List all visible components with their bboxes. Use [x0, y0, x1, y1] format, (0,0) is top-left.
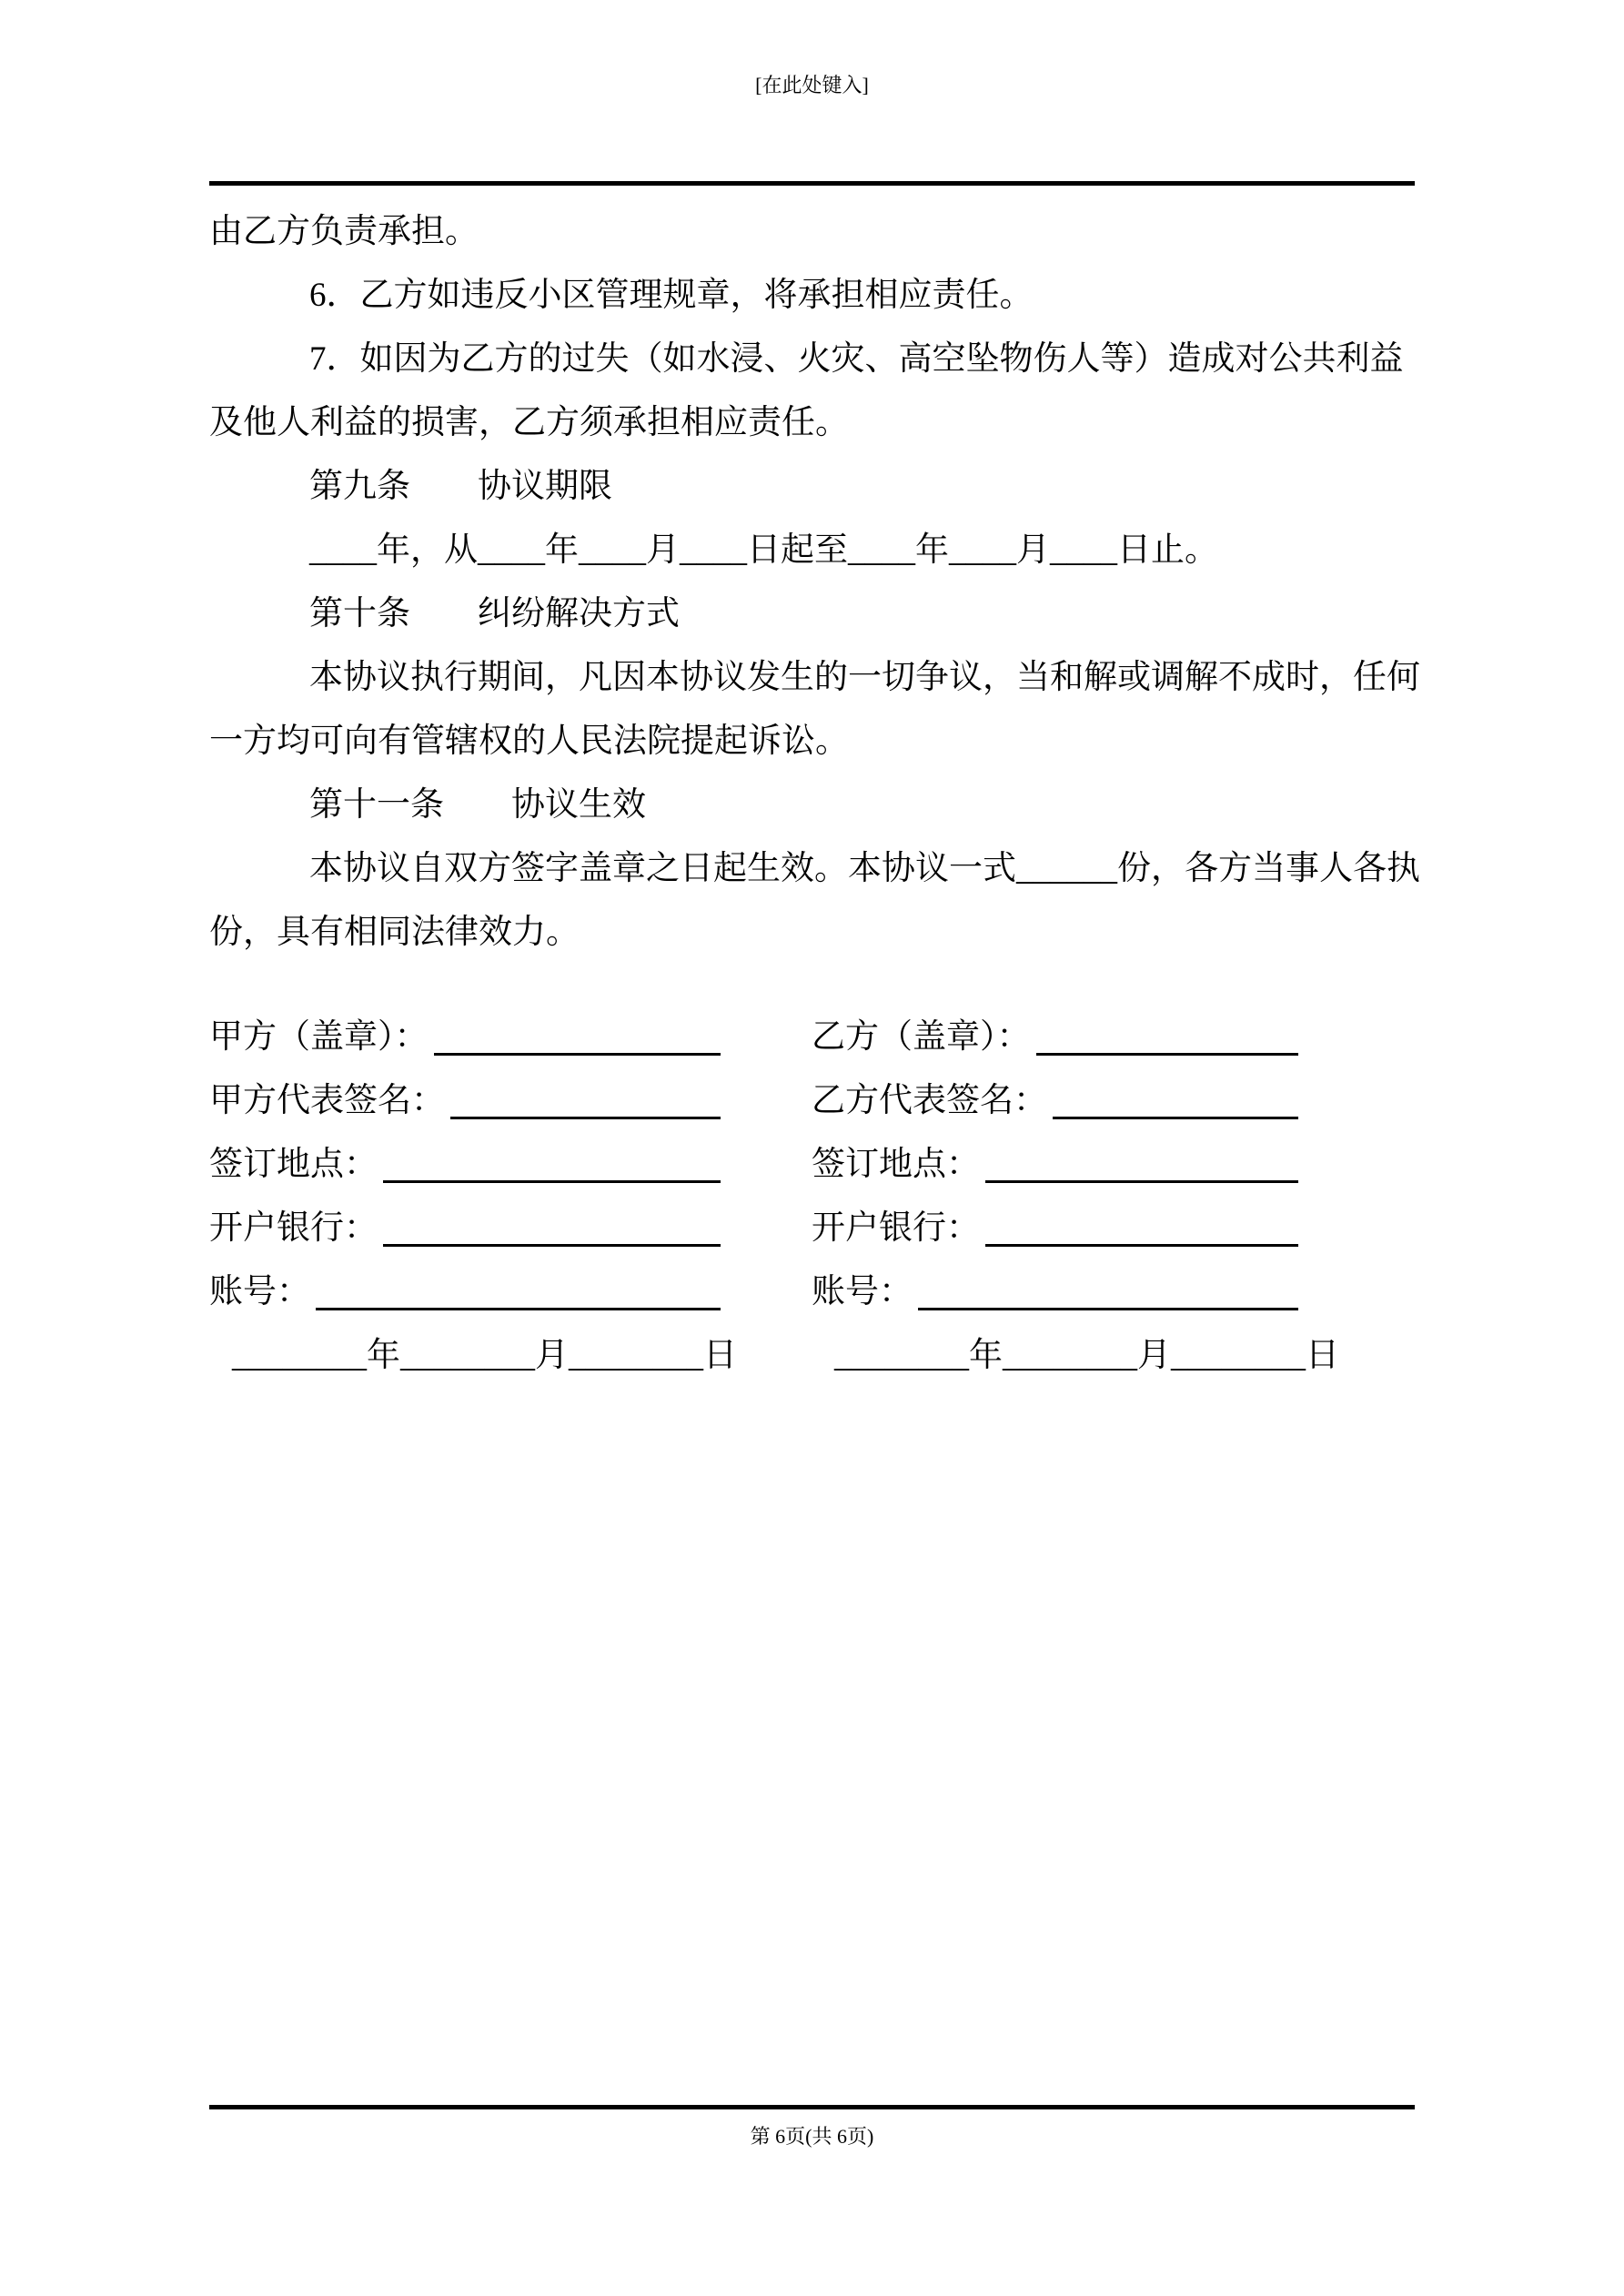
- party-a-seal-cell: [209, 1006, 721, 1069]
- party-b-signing-place-label: 签订地点：: [812, 1146, 980, 1183]
- list-item-7-line-1: 7．如因为乙方的过失（如水浸、火灾、高空坠物伤人等）造成对公共利益: [309, 340, 1404, 378]
- party-b-representative-blank[interactable]: [1047, 1069, 1298, 1133]
- clause-10-body-line-2: 一方均可向有管辖权的人民法院提起诉讼。: [209, 723, 849, 760]
- paragraph-continuation-line: 由乙方负责承担。: [209, 213, 479, 250]
- document-body: [209, 200, 1420, 965]
- party-a-bank-blank[interactable]: [378, 1197, 721, 1260]
- signature-row-account: [209, 1260, 1415, 1324]
- page-header: [0, 73, 1624, 98]
- party-b-signing-place-cell: [812, 1133, 1298, 1197]
- party-a-account-blank[interactable]: [310, 1260, 721, 1324]
- party-a-signing-place-label: 签订地点：: [209, 1146, 378, 1183]
- party-b-date-line[interactable]: ________年________月________日: [834, 1337, 1339, 1374]
- party-a-bank-cell: [209, 1197, 721, 1260]
- party-a-seal-label: 甲方（盖章）：: [209, 1018, 429, 1056]
- list-item-6: 6．乙方如违反小区管理规章，将承担相应责任。: [309, 277, 1034, 314]
- signature-row-date: [209, 1324, 1415, 1388]
- party-b-bank-cell: [812, 1197, 1298, 1260]
- footer-rule: [209, 2105, 1415, 2109]
- party-a-representative-blank[interactable]: [445, 1069, 721, 1133]
- party-a-date-line[interactable]: ________年________月________日: [232, 1337, 737, 1374]
- party-b-bank-label: 开户银行：: [812, 1209, 980, 1247]
- clause-10-body-line-1: 本协议执行期间，凡因本协议发生的一切争议，当和解或调解不成时，任何: [309, 659, 1420, 696]
- signature-section: [209, 1006, 1415, 1388]
- party-b-representative-cell: [812, 1069, 1298, 1133]
- party-b-seal-label: 乙方（盖章）：: [812, 1018, 1031, 1056]
- signature-row-bank: [209, 1197, 1415, 1260]
- signature-row-representative: [209, 1069, 1415, 1133]
- clause-9-heading: 第九条 协议期限: [309, 468, 612, 505]
- party-a-account-label: 账号：: [209, 1273, 310, 1310]
- header-rule: [209, 181, 1415, 186]
- party-a-signing-place-blank[interactable]: [378, 1133, 721, 1197]
- party-a-bank-label: 开户银行：: [209, 1209, 378, 1247]
- party-b-date-cell: [834, 1324, 1339, 1388]
- clause-11-body-line-1: 本协议自双方签字盖章之日起生效。本协议一式______份，各方当事人各执: [309, 850, 1420, 887]
- party-a-signing-place-cell: [209, 1133, 721, 1197]
- signature-row-signing-place: [209, 1133, 1415, 1197]
- signature-row-seal: [209, 1006, 1415, 1069]
- page-number-text: 第 6页(共 6页): [750, 2125, 874, 2148]
- party-b-bank-blank[interactable]: [980, 1197, 1298, 1260]
- clause-10-heading: 第十条 纠纷解决方式: [309, 595, 680, 632]
- page-footer: [0, 2124, 1624, 2149]
- list-item-7-line-2: 及他人利益的损害，乙方须承担相应责任。: [209, 404, 849, 441]
- clause-11-heading: 第十一条 协议生效: [309, 786, 646, 824]
- party-b-representative-label: 乙方代表签名：: [812, 1082, 1047, 1119]
- party-b-account-blank[interactable]: [913, 1260, 1298, 1324]
- party-a-representative-cell: [209, 1069, 721, 1133]
- party-b-account-label: 账号：: [812, 1273, 913, 1310]
- clause-11-body-line-2: 份，具有相同法律效力。: [209, 914, 580, 951]
- party-b-seal-cell: [812, 1006, 1298, 1069]
- clause-9-term-line: ____年，从____年____月____日起至____年____月____日止。: [309, 531, 1218, 569]
- party-a-date-cell: [209, 1324, 743, 1388]
- party-a-account-cell: [209, 1260, 721, 1324]
- party-a-seal-blank[interactable]: [429, 1006, 721, 1069]
- party-b-account-cell: [812, 1260, 1298, 1324]
- header-type-here-placeholder[interactable]: [在此处键入]: [755, 74, 869, 96]
- party-b-signing-place-blank[interactable]: [980, 1133, 1298, 1197]
- party-b-seal-blank[interactable]: [1031, 1006, 1299, 1069]
- party-a-representative-label: 甲方代表签名：: [209, 1082, 445, 1119]
